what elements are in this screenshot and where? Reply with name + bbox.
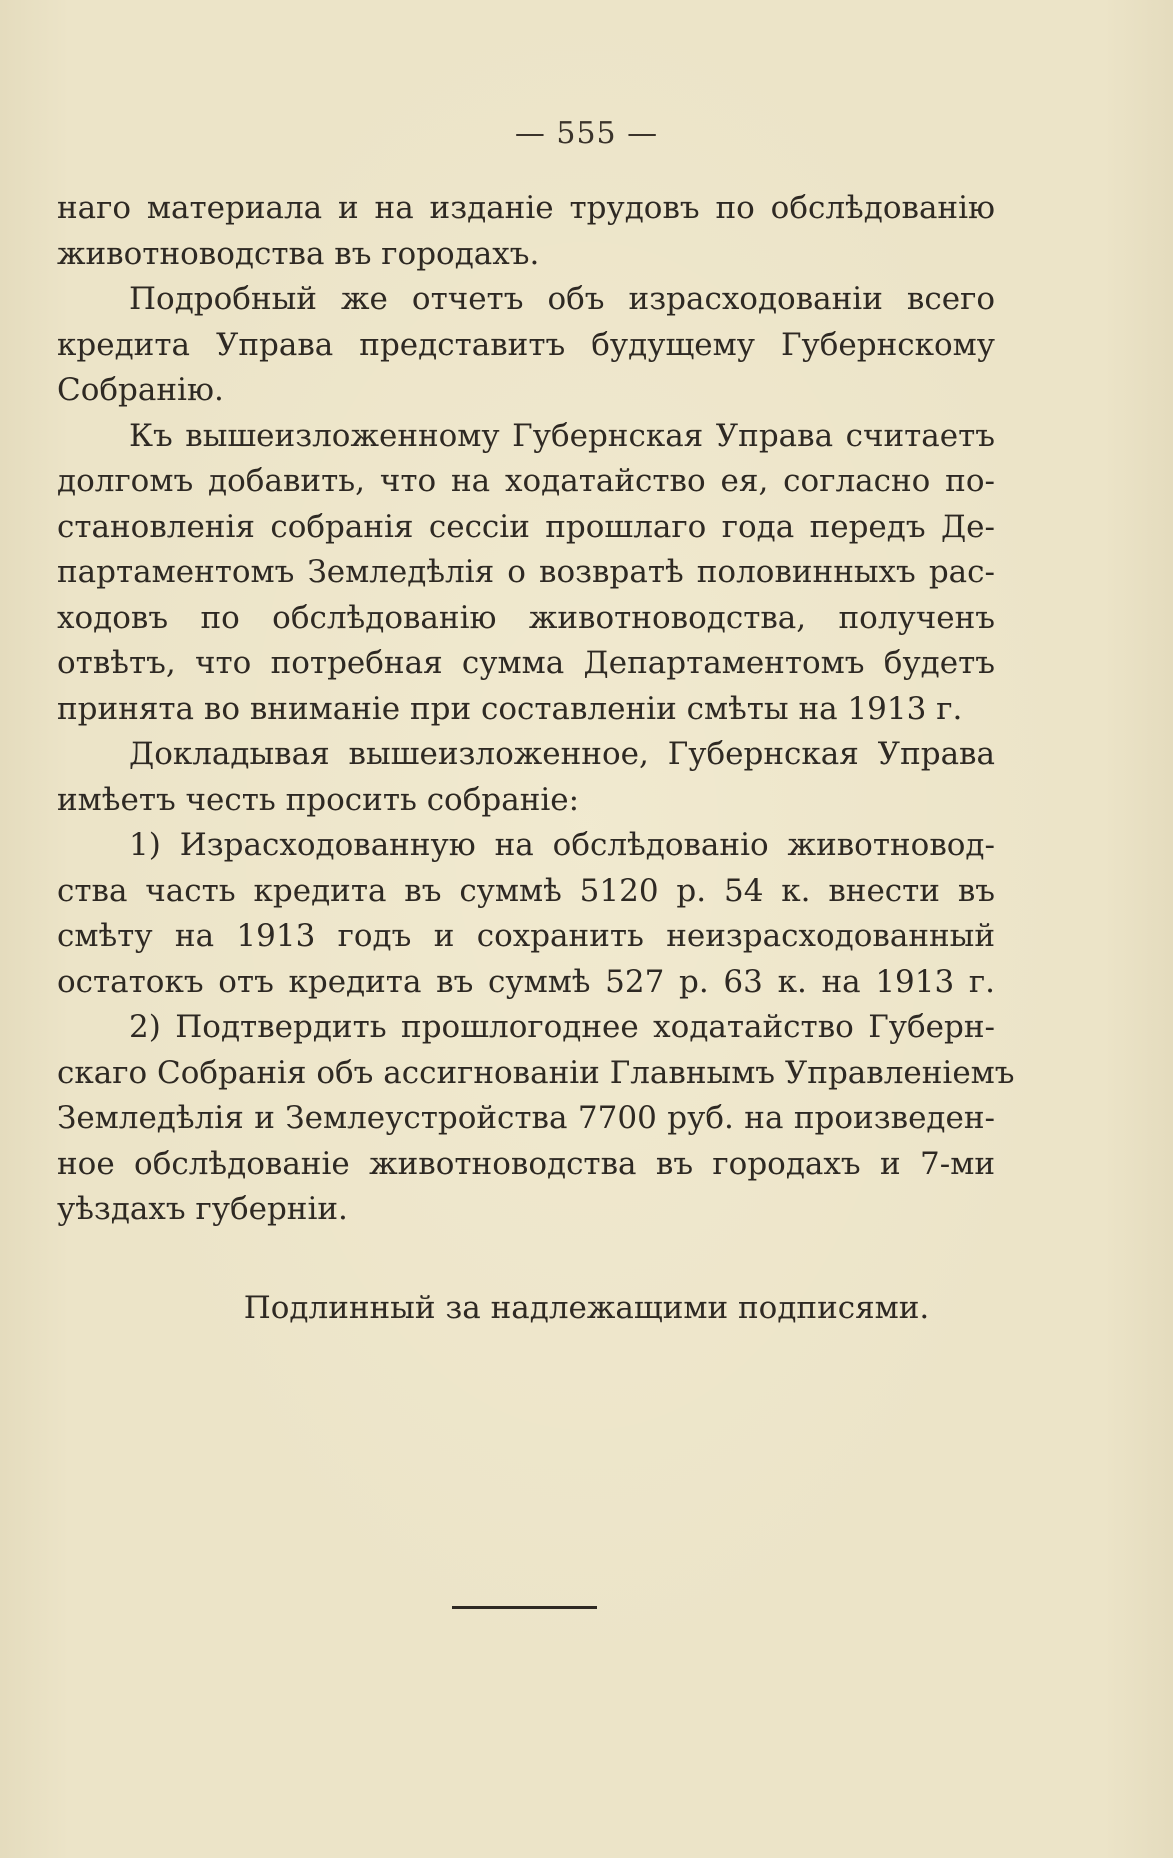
text-line: долгомъ добавить, что на ходатайство ея, согласно по- bbox=[57, 463, 995, 499]
signature-line: Подлинный за надлежащими подписями. bbox=[243, 1290, 930, 1326]
body-text bbox=[57, 186, 1015, 1233]
text-line: Земледѣлія и Землеустройства 7700 руб. на произведен- bbox=[57, 1100, 995, 1136]
text-line: смѣту на 1913 годъ и сохранить неизрасходованный bbox=[57, 918, 995, 954]
paragraph-4 bbox=[57, 732, 995, 823]
paragraph-3 bbox=[57, 414, 995, 733]
text-line: ное обслѣдованіе животноводства въ городахъ и 7-ми bbox=[57, 1145, 995, 1182]
text-line: ходовъ по обслѣдованію животноводства, полученъ bbox=[57, 599, 995, 636]
page-number: — 555 — bbox=[514, 116, 659, 151]
closing-rule bbox=[452, 1606, 597, 1609]
paragraph-item-2 bbox=[57, 1005, 1015, 1233]
text-line: Собранію. bbox=[57, 372, 224, 408]
text-line: скаго Собранія объ ассигнованіи Главнымъ Управленіемъ bbox=[57, 1054, 1015, 1091]
text-line: принята во вниманіе при составленіи смѣты на 1913 г. bbox=[57, 690, 963, 727]
text-line: 1) Израсходованную на обслѣдованіо животновод- bbox=[129, 827, 995, 863]
text-line: Подробный же отчетъ объ израсходованіи всего bbox=[129, 281, 995, 317]
text-line: Къ вышеизложенному Губернская Управа считаетъ bbox=[129, 417, 995, 454]
text-line: остатокъ отъ кредита въ суммѣ 527 р. 63 к. на 1913 г. bbox=[57, 963, 995, 1000]
paragraph-1 bbox=[57, 186, 995, 277]
text-line: кредита Управа представитъ будущему Губернскому bbox=[57, 326, 995, 363]
text-line: партаментомъ Земледѣлія о возвратѣ половинныхъ рас- bbox=[57, 554, 995, 590]
text-line: наго материала и на изданіе трудовъ по обслѣдованію bbox=[57, 190, 995, 226]
paragraph-2 bbox=[57, 277, 995, 414]
text-line: ства часть кредита въ суммѣ 5120 р. 54 к. внести въ bbox=[57, 872, 995, 909]
text-line: отвѣтъ, что потребная сумма Департаментомъ будетъ bbox=[57, 645, 995, 681]
text-line: 2) Подтвердить прошлогоднее ходатайство Губерн- bbox=[129, 1009, 995, 1045]
text-line: уѣздахъ губерніи. bbox=[57, 1191, 348, 1227]
text-line: Докладывая вышеизложенное, Губернская Управа bbox=[129, 736, 995, 772]
paragraph-item-1 bbox=[57, 823, 995, 1005]
text-line: животноводства въ городахъ. bbox=[57, 235, 540, 272]
text-line: имѣетъ честь просить собраніе: bbox=[57, 781, 580, 818]
text-line: становленія собранія сессіи прошлаго года передъ Де- bbox=[57, 508, 995, 545]
